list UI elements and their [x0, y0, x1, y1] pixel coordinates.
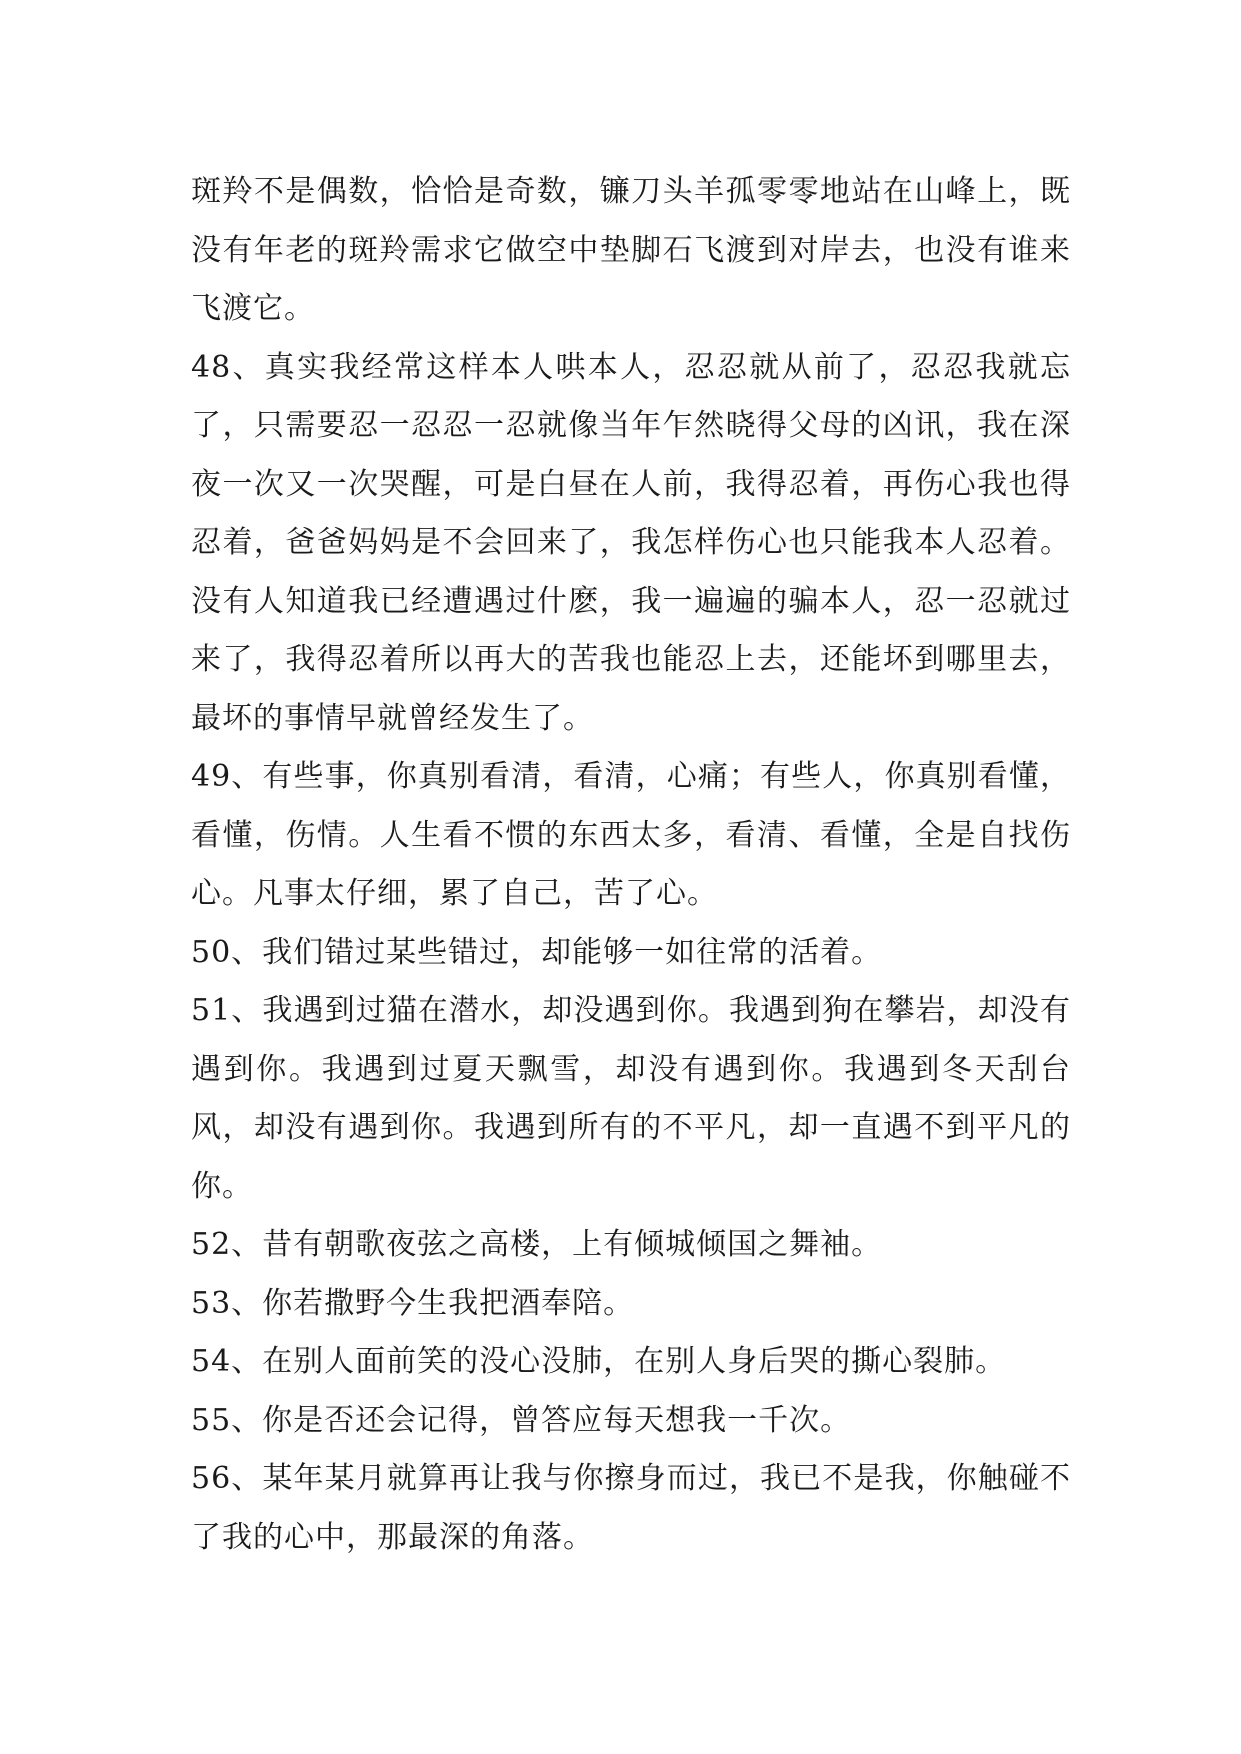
paragraph-50: 50、我们错过某些错过，却能够一如往常的活着。 — [191, 934, 883, 970]
document-body — [191, 163, 1071, 1567]
paragraph-47-continued: 斑羚不是偶数，恰恰是奇数，镰刀头羊孤零零地站在山峰上，既没有年老的斑羚需求它做空中垫脚石飞渡到对岸去，也没有谁来飞渡它。 — [191, 174, 1071, 326]
paragraph-49: 49、有些事，你真别看清，看清，心痛；有些人，你真别看懂，看懂，伤情。人生看不惯的东西太多，看清、看懂，全是自找伤心。凡事太仔细，累了自己，苦了心。 — [191, 759, 1071, 911]
paragraph-51: 51、我遇到过猫在潜水，却没遇到你。我遇到狗在攀岩，却没有遇到你。我遇到过夏天飘雪，却没有遇到你。我遇到冬天刮台风，却没有遇到你。我遇到所有的不平凡，却一直遇不到平凡的你。 — [191, 993, 1071, 1204]
paragraph-53: 53、你若撒野今生我把酒奉陪。 — [191, 1285, 635, 1321]
paragraph-56: 56、某年某月就算再让我与你擦身而过，我已不是我，你触碰不了我的心中，那最深的角落。 — [191, 1461, 1071, 1555]
paragraph-55: 55、你是否还会记得，曾答应每天想我一千次。 — [191, 1402, 852, 1438]
paragraph-54: 54、在别人面前笑的没心没肺，在别人身后哭的撕心裂肺。 — [191, 1344, 1007, 1379]
paragraph-48: 48、真实我经常这样本人哄本人，忍忍就从前了，忍忍我就忘了，只需要忍一忍忍一忍就像当年乍然晓得父母的凶讯，我在深夜一次又一次哭醒，可是白昼在人前，我得忍着，再伤心我也得忍着，爸爸妈妈是不会回来了，我怎样伤心也只能我本人忍着。没有人知道我已经遭遇过什麽，我一遍遍的骗本人，忍一忍就过来了，我得忍着所以再大的苦我也能忍上去，还能坏到哪里去，最坏的事情早就曾经发生了。 — [191, 349, 1071, 736]
paragraph-52: 52、昔有朝歌夜弦之高楼，上有倾城倾国之舞袖。 — [191, 1227, 883, 1262]
